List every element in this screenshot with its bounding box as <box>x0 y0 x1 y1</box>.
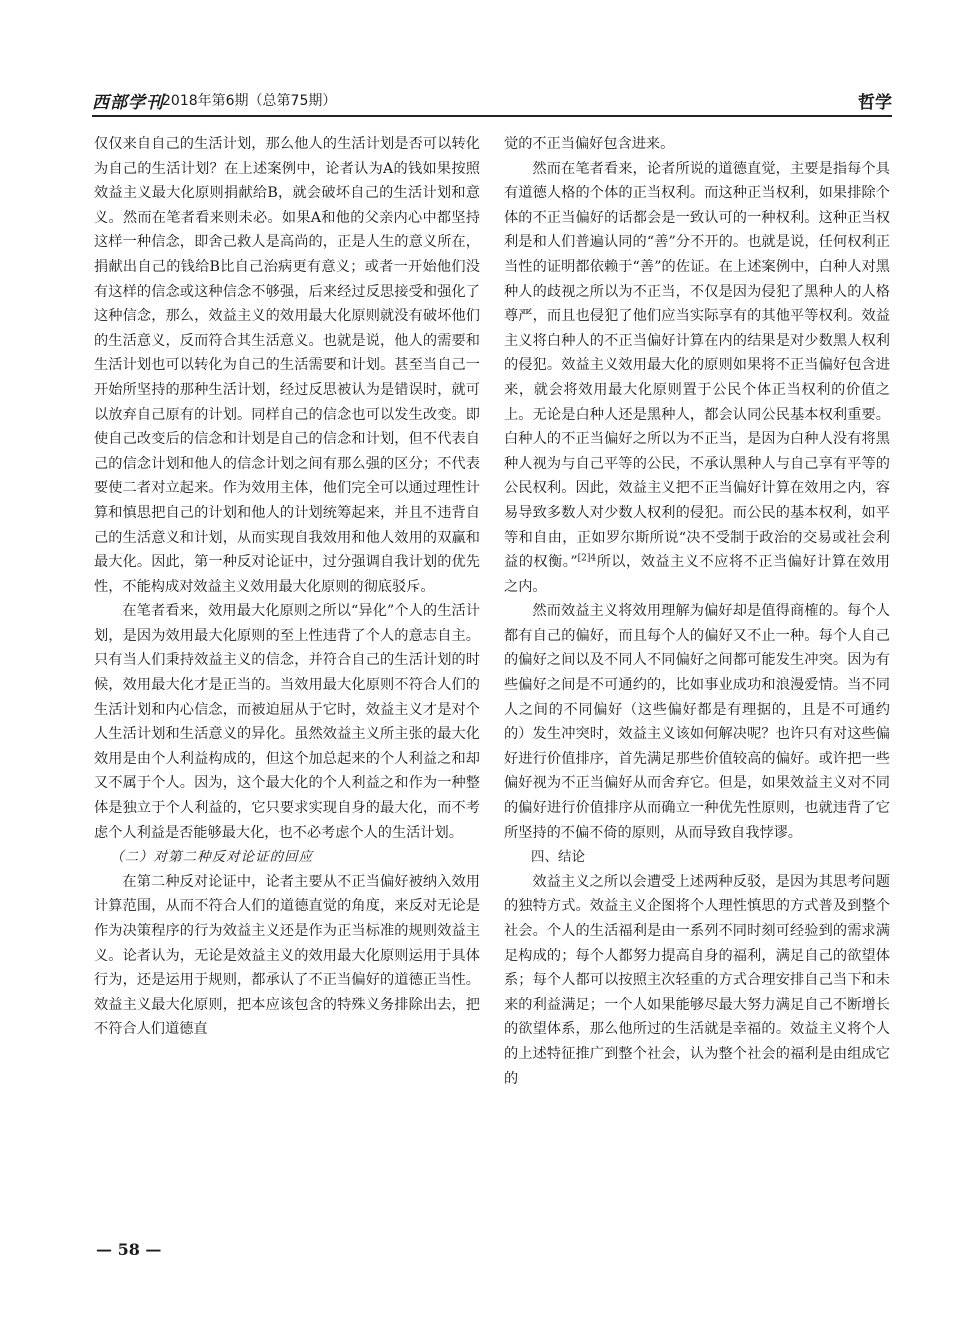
paragraph: 仅仅来自自己的生活计划，那么他人的生活计划是否可以转化为自己的生活计划？在上述案例中，论者认为A的钱如果按照效益主义最大化原则捐献给B，就会破坏自己的生活计划和意义。然而在笔者看来则未必。如果A和他的父亲内心中都坚持这样一种信念，即舍己救人是高尚的，正是人生的意义所在，捐献出自己的钱给B比自己治病更有意义；或者一开始他们没有这样的信念或这种信念不够强，后来经过反思接受和强化了这种信念，那么，效益主义的效用最大化原则就没有破坏他们的生活意义，反而符合其生活意义。也就是说，他人的需要和生活计划也可以转化为自己的生活需要和计划。甚至当自己一开始所坚持的那种生活计划，经过反思被认为是错误时，就可以放弃自己原有的计划。同样自己的信念也可以发生改变。即使自己改变后的信念和计划是自己的信念和计划，但不代表自己的信念计划和他人的信念计划之间有那么强的区分；不代表要使二者对立起来。作为效用主体，他们完全可以通过理性计算和慎思把自己的计划和他人的计划统筹起来，并且不违背自己的生活意义和计划，从而实现自我效用和他人效用的双赢和最大化。因此，第一种反对论证中，过分强调自我计划的优先性，不能构成对效益主义效用最大化原则的彻底驳斥。 <box>94 136 480 595</box>
paragraph: 然而效益主义将效用理解为偏好却是值得商榷的。每个人都有自己的偏好，而且每个人的偏好又不止一种。每个人自己的偏好之间以及不同人不同偏好之间都可能发生冲突。因为有些偏好之间是不可通约的，比如事业成功和浪漫爱情。当不同人之间的不同偏好（这些偏好都是有理据的，且是不可通约的）发生冲突时，效益主义该如何解决呢？也许只有对这些偏好进行价值排序，首先满足那些价值较高的偏好。或许把一些偏好视为不正当偏好从而舍弃它。但是，如果效益主义对不同的偏好进行价值排序从而确立一种优先性原则，也就违背了它所坚持的不偏不倚的原则，从而导致自我悖谬。 <box>504 603 890 841</box>
right-column <box>504 132 890 1091</box>
section-heading: 四、结论 <box>531 849 585 866</box>
paragraph-text: 所以，效益主义不应将不正当偏好计算在效用之内。 <box>504 554 890 595</box>
header-rule <box>92 115 892 117</box>
citation-marker: [2]4 <box>577 553 597 564</box>
subsection-heading: （二）对第二种反对论证的回应 <box>110 849 314 866</box>
journal-name: 西部学刊 <box>92 93 164 113</box>
paragraph: 觉的不正当偏好包含进来。 <box>504 136 675 152</box>
paragraph <box>504 157 890 600</box>
issue-info: 2018年第6期（总第75期） <box>162 93 337 109</box>
paragraph: 在第二种反对论证中，论者主要从不正当偏好被纳入效用计算范围，从而不符合人们的道德直觉的角度，来反对无论是作为决策程序的行为效益主义还是作为正当标准的规则效益主义。论者认为，无论是效益主义的效用最大化原则运用于具体行为，还是运用于规则，都承认了不正当偏好的道德正当性。效益主义最大化原则，把本应该包含的特殊义务排除出去，把不符合人们道德直 <box>94 873 480 1038</box>
running-header <box>92 84 892 114</box>
paragraph: 效益主义之所以会遭受上述两种反驳，是因为其思考问题的独特方式。效益主义企图将个人理性慎思的方式普及到整个社会。个人的生活福利是由一系列不同时刻可经验到的需求满足构成的；每个人都努力提高自身的福利，满足自己的欲望体系；每个人都可以按照主次轻重的方式合理安排自己当下和未来的利益满足；一个人如果能够尽最大努力满足自己不断增长的欲望体系，那么他所过的生活就是幸福的。效益主义将个人的上述特征推广到整个社会，认为整个社会的福利是由组成它的 <box>504 873 890 1087</box>
page-number: — 58 — <box>96 1240 162 1259</box>
section-label: 哲学 <box>858 93 892 113</box>
paragraph: 在笔者看来，效用最大化原则之所以“异化”个人的生活计划，是因为效用最大化原则的至上性违背了个人的意志自主。只有当人们秉持效益主义的信念，并符合自己的生活计划的时候，效用最大化才是正当的。当效用最大化原则不符合人们的生活计划和内心信念，而被迫屈从于它时，效益主义才是对个人生活计划和生活意义的异化。虽然效益主义所主张的最大化效用是由个人利益构成的，但这个加总起来的个人利益之和却又不属于个人。因为，这个最大化的个人利益之和作为一种整体是独立于个人利益的，它只要求实现自身的最大化，而不考虑个人利益是否能够最大化，也不必考虑个人的生活计划。 <box>94 603 480 841</box>
paragraph-text: 然而在笔者看来，论者所说的道德直觉，主要是指每个具有道德人格的个体的正当权利。而这种正当权利，如果排除个体的不正当偏好的话都会是一致认可的一种权利。这种正当权利是和人们普遍认同的“善”分不开的。也就是说，任何权利正当性的证明都依赖于“善”的佐证。在上述案例中，白种人对黑种人的歧视之所以为不正当，不仅是因为侵犯了黑种人的人格尊严，而且也侵犯了他们应当实际享有的其他平等权利。效益主义将白种人的不正当偏好计算在内的结果是对少数黑人权利的侵犯。效益主义效用最大化的原则如果将不正当偏好包含进来，就会将效用最大化原则置于公民个体正当权利的价值之上。无论是白种人还是黑种人，都会认同公民基本权利重要。白种人的不正当偏好之所以为不正当，是因为白种人没有将黑种人视为与自己平等的公民，不承认黑种人与自己享有平等的公民权利。因此，效益主义把不正当偏好计算在效用之内，容易导致多数人对少数人权利的侵犯。而公民的基本权利，如平等和自由，正如罗尔斯所说“决不受制于政治的交易或社会利益的权衡。” <box>504 160 890 571</box>
left-column <box>94 132 480 1042</box>
